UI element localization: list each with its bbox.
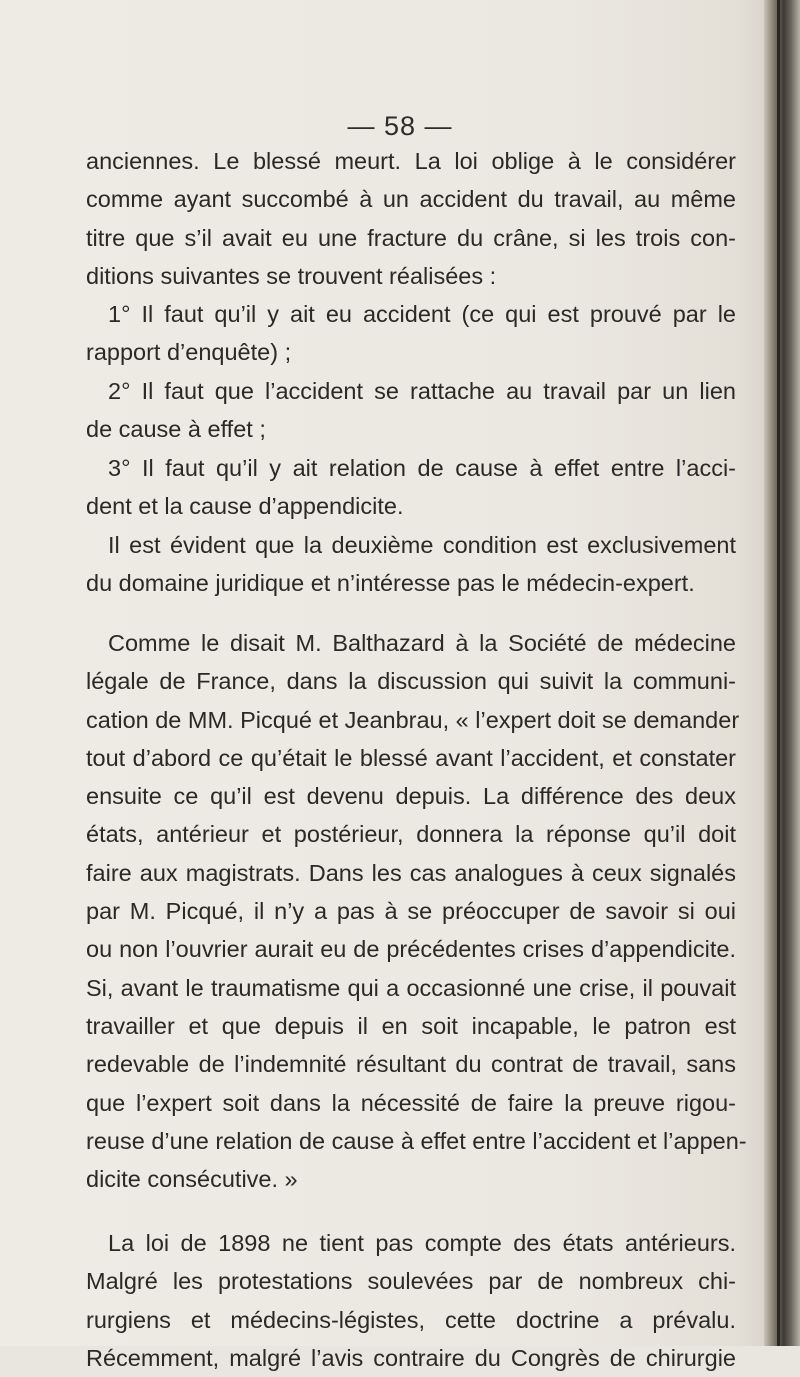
text-line: 2° Il faut que l’accident se rattache au travail par un lien (108, 378, 736, 404)
text-line: reuse d’une relation de cause à effet entre l’accident et l’appen- (86, 1127, 747, 1154)
text-line: 3° Il faut qu’il y ait relation de cause à effet entre l’acci- (108, 455, 736, 481)
text-line: ditions suivantes se trouvent réalisées : (86, 262, 497, 289)
page-number: — 58 — (347, 111, 453, 141)
text-line: de cause à effet ; (86, 416, 266, 443)
text-line: que l’expert soit dans la nécessité de faire la preuve rigou- (86, 1089, 736, 1116)
text-line: Si, avant le traumatisme qui a occasionné une crise, il pouvait (86, 974, 736, 1001)
condition-two (86, 372, 736, 449)
text-line: tout d’abord ce qu’était le blessé avant l’accident, et constater (86, 744, 736, 771)
text-line: cation de MM. Picqué et Jeanbrau, « l’expert doit se demander (86, 706, 740, 733)
text-line: Récemment, malgré l’avis contraire du Congrès de chirurgie (86, 1344, 736, 1371)
condition-one (86, 295, 736, 372)
text-line: dent et la cause d’appendicite. (86, 493, 404, 520)
text-line: rapport d’enquête) ; (86, 339, 292, 366)
text-line: travailler et que depuis il en soit incapable, le patron est (86, 1012, 736, 1039)
text-line: anciennes. Le blessé meurt. La loi oblige à le considérer (86, 148, 736, 174)
text-line: légale de France, dans la discussion qui suivit la communi- (86, 668, 736, 695)
text-line: Comme le disait M. Balthazard à la Société de médecine (108, 630, 736, 656)
text-line: redevable de l’indemnité résultant du contrat de travail, sans (86, 1051, 736, 1078)
text-line: comme ayant succombé à un accident du travail, au même (86, 186, 736, 213)
text-line: par M. Picqué, il n’y a pas à se préoccuper de savoir si oui (86, 898, 736, 925)
text-line: Malgré les protestations soulevées par de nombreux chi- (86, 1268, 736, 1295)
paragraph-intro (86, 142, 736, 295)
page-binding-shadow (777, 0, 780, 1346)
text-line: 1° Il faut qu’il y ait eu accident (ce qui est prouvé par le (108, 301, 736, 327)
text-line: dicite consécutive. » (86, 1166, 298, 1193)
text-line: états, antérieur et postérieur, donnera la réponse qu’il doit (86, 821, 736, 848)
text-line: La loi de 1898 ne tient pas compte des états antérieurs. (108, 1230, 736, 1256)
text-line: Il est évident que la deuxième condition est exclusivement (108, 532, 736, 558)
condition-three (86, 449, 736, 526)
page-binding-edge (764, 0, 800, 1346)
text-line: ensuite ce qu’il est devenu depuis. La différence des deux (86, 783, 736, 810)
paragraph-juridique (86, 526, 736, 603)
text-line: du domaine juridique et n’intéresse pas le médecin-expert. (86, 570, 695, 597)
paragraph-loi-1898 (86, 1224, 736, 1377)
paragraph-balthazard-quote (86, 624, 747, 1198)
text-line: titre que s’il avait eu une fracture du crâne, si les trois con- (86, 224, 736, 251)
text-line: rurgiens et médecins-légistes, cette doctrine a prévalu. (86, 1306, 736, 1333)
text-line: ou non l’ouvrier aurait eu de précédentes crises d’appendicite. (86, 936, 736, 963)
text-line: faire aux magistrats. Dans les cas analogues à ceux signalés (86, 859, 736, 886)
